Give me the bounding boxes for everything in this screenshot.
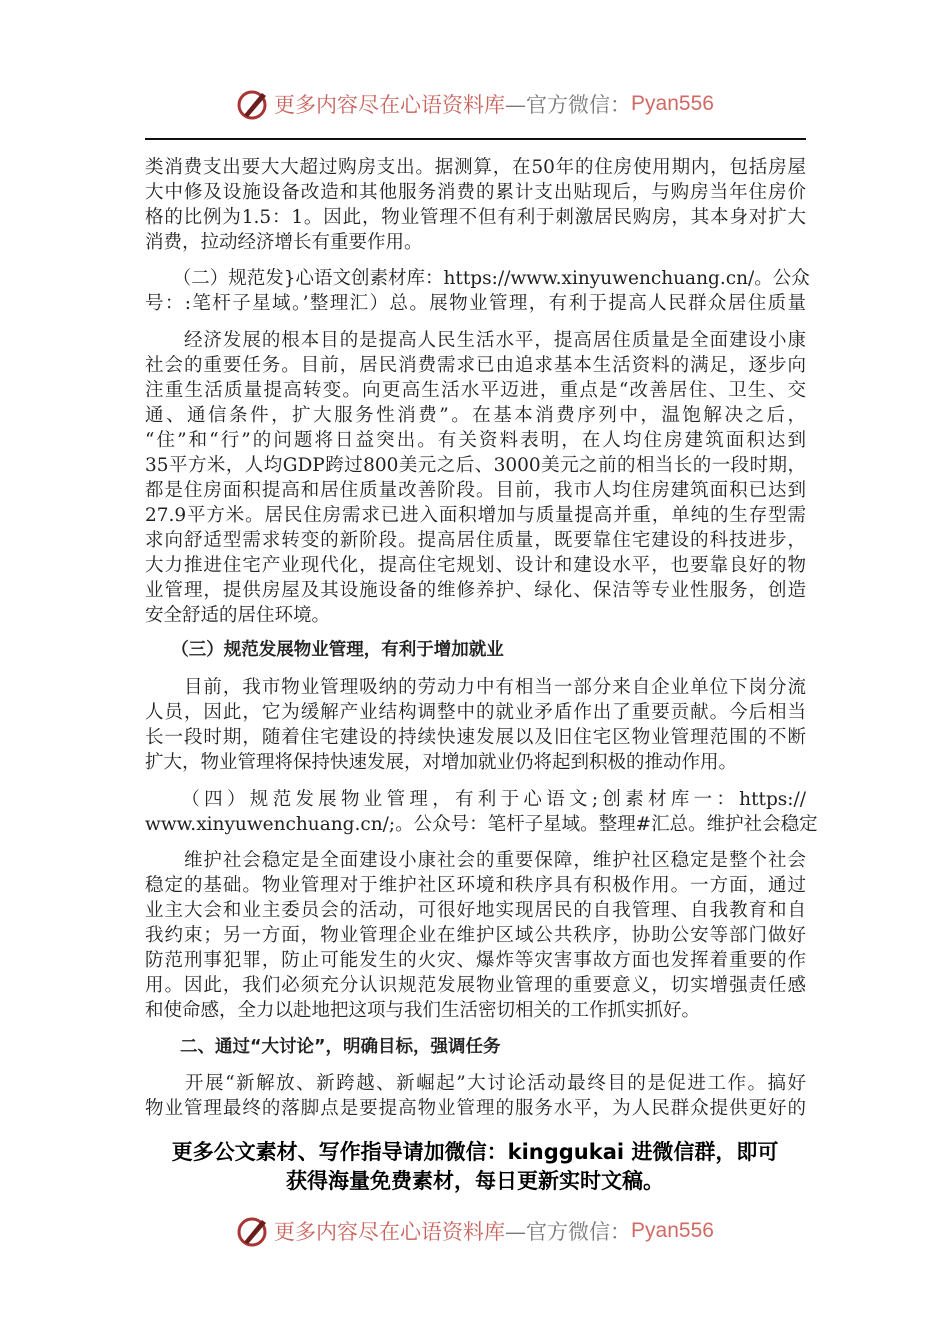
text-line: 社会的重要任务。目前，居民消费需求已由追求基本生活资料的满足，逐步向	[145, 355, 806, 376]
text-line: 二、通过“大讨论”，明确目标，强调任务	[145, 1037, 501, 1057]
text-line: 目前，我市物业管理吸纳的劳动力中有相当一部分来自企业单位下岗分流	[145, 677, 806, 698]
text-line: 物业管理最终的落脚点是要提高物业管理的服务水平，为人民群众提供更好的	[145, 1098, 806, 1119]
text-line: 求向舒适型需求转变的新阶段。提高居住质量，既要靠住宅建设的科技进步，	[145, 530, 806, 551]
header-brand: 更多内容尽在心语资料库	[274, 93, 506, 117]
text-line: （二）规范发}心语文创素材库：https://www.xinyuwenchuang.cn/。公众	[145, 268, 810, 289]
text-line: 扩大，物业管理将保持快速发展，对增加就业仍将起到积极的推动作用。	[145, 752, 738, 773]
promo-line-2: 获得海量免费素材，每日更新实时文稿。	[286, 1169, 664, 1193]
footer-dash: —官方微信：	[505, 1220, 632, 1244]
paragraph	[145, 155, 806, 255]
text-line: 长一段时期，随着住宅建设的持续快速发展以及旧住宅区物业管理范围的不断	[145, 727, 806, 748]
pen-logo-icon	[236, 87, 270, 121]
text-line: 用。因此，我们必须充分认识规范发展物业管理的重要意义，切实增强责任感	[145, 975, 806, 996]
text-line: 防范刑事犯罪，防止可能发生的火灾、爆炸等灾害事故方面也发挥着重要的作	[145, 950, 806, 971]
text-line: 35平方米，人均GDP跨过800美元之后、3000美元之前的相当长的一段时期，	[145, 455, 806, 476]
paragraph	[145, 1071, 806, 1121]
text-line: 安全舒适的居住环境。	[145, 605, 331, 626]
text-line: 注重生活质量提高转变。向更高生活水平迈进，重点是“改善居住、卫生、交	[145, 380, 806, 401]
header-wechat-id: Pyan556	[631, 92, 714, 115]
text-line: 稳定的基础。物业管理对于维护社区环境和秩序具有积极作用。一方面，通过	[145, 875, 806, 896]
paragraph	[145, 848, 806, 1023]
section-heading	[145, 1035, 806, 1060]
header-dash: —官方微信：	[505, 93, 632, 117]
text-line: 开展“新解放、新跨越、新崛起”大讨论活动最终目的是促进工作。搞好	[145, 1073, 806, 1094]
header-watermark	[0, 84, 950, 124]
pen-logo-icon	[236, 1214, 270, 1248]
text-line: 大中修及设施设备改造和其他服务消费的累计支出贴现后，与购房当年住房价	[145, 182, 806, 203]
footer-wechat-id: Pyan556	[631, 1219, 714, 1242]
text-line: 27.9平方米。居民住房需求已进入面积增加与质量提高并重，单纯的生存型需	[145, 505, 806, 526]
text-line: “住”和“行”的问题将日益突出。有关资料表明，在人均住房建筑面积达到	[145, 430, 806, 451]
text-line: 人员，因此，它为缓解产业结构调整中的就业矛盾作出了重要贡献。今后相当	[145, 702, 806, 723]
paragraph	[145, 787, 818, 837]
text-line: 消费，拉动经济增长有重要作用。	[145, 232, 423, 253]
section-heading	[145, 638, 806, 663]
header-rule	[145, 138, 806, 140]
text-line: www.xinyuwenchuang.cn/;。公众号：笔杆子星域。整理#汇总。维护社会稳定	[145, 814, 818, 835]
text-line: （四）规范发展物业管理，有利于心语文;创素材库一：https://	[145, 789, 806, 810]
text-line: 类消费支出要大大超过购房支出。据测算，在50年的住房使用期内，包括房屋	[145, 157, 806, 178]
paragraph	[145, 675, 806, 775]
text-line: 维护社会稳定是全面建设小康社会的重要保障，维护社区稳定是整个社会	[145, 850, 806, 871]
promo-line-1: 更多公文素材、写作指导请加微信：kinggukai 进微信群，即可	[171, 1140, 779, 1164]
promo-banner	[0, 1138, 950, 1196]
text-line: 业主大会和业主委员会的活动，可很好地实现居民的自我管理、自我教育和自	[145, 900, 806, 921]
text-line: 都是住房面积提高和居住质量改善阶段。目前，我市人均住房建筑面积已达到	[145, 480, 806, 501]
footer-watermark	[0, 1211, 950, 1251]
text-line: 业管理，提供房屋及其设施设备的维修养护、绿化、保洁等专业性服务，创造	[145, 580, 806, 601]
text-line: 格的比例为1.5：1。因此，物业管理不但有利于刺激居民购房，其本身对扩大	[145, 207, 806, 228]
text-line: 号：:笔杆子星域。’整理汇）总。展物业管理，有利于提高人民群众居住质量	[145, 293, 806, 314]
paragraph	[145, 328, 806, 628]
text-line: 我约束；另一方面，物业管理企业在维护区域公共秩序，协助公安等部门做好	[145, 925, 806, 946]
text-line: 大力推进住宅产业现代化，提高住宅规划、设计和建设水平，也要靠良好的物	[145, 555, 806, 576]
text-line: 经济发展的根本目的是提高人民生活水平，提高居住质量是全面建设小康	[145, 330, 806, 351]
footer-brand: 更多内容尽在心语资料库	[274, 1220, 506, 1244]
text-line: 和使命感，全力以赴地把这项与我们生活密切相关的工作抓实抓好。	[145, 1000, 701, 1021]
paragraph	[145, 266, 810, 316]
text-line: 通、通信条件，扩大服务性消费”。在基本消费序列中，温饱解决之后，	[145, 405, 806, 426]
text-line: （三）规范发展物业管理，有利于增加就业	[145, 640, 504, 660]
